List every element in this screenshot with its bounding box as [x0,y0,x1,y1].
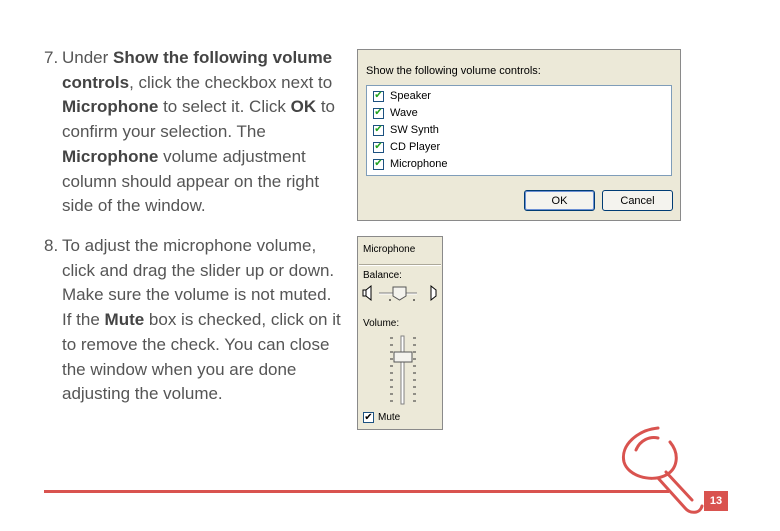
speaker-right-icon [431,286,436,300]
volume-slider[interactable] [386,334,420,406]
mute-label: Mute [378,412,401,423]
mute-checkbox-icon[interactable]: ✔ [364,411,373,423]
step-number: 7. [44,48,59,67]
step-text [62,46,344,219]
cancel-button[interactable]: Cancel [602,190,673,211]
list-item-label: Wave [390,107,418,119]
list-item-label: Microphone [390,158,448,170]
bold-term: Microphone [62,146,159,166]
text-segment: to select it. Click [158,97,291,117]
speaker-left-icon [363,286,371,300]
page-number: 13 [704,491,728,511]
checkbox-icon[interactable]: ✔ [374,141,383,152]
step-7 [44,46,344,219]
balance-label: Balance: [363,270,402,281]
dialog-header: Show the following volume controls: [366,65,541,77]
step-number: 8. [44,236,59,255]
list-item-label: SW Synth [390,124,439,136]
list-item-wave[interactable] [373,106,418,120]
bold-term: Microphone [62,97,159,117]
bold-term: Mute [104,310,145,330]
volume-label: Volume: [363,318,400,329]
step-8 [44,234,344,407]
bold-term: Show the following volume controls [62,48,333,92]
text-segment: box is checked, click on it to remove the check. You can close the window when you are done adjusting the volume. [62,310,341,404]
ok-button[interactable]: OK [524,190,595,211]
list-item-speaker[interactable] [373,89,431,103]
footer-rule [44,490,669,493]
balance-slider[interactable] [362,283,442,305]
list-item-label: CD Player [390,141,441,153]
microphone-volume-panel [357,236,443,430]
list-item-cd-player[interactable] [373,140,440,154]
checkbox-icon[interactable]: ✔ [374,158,383,169]
bold-term: OK [290,97,317,117]
balance-thumb [393,287,406,300]
mute-checkbox-row[interactable] [363,412,400,423]
panel-title: Microphone [363,244,416,255]
text-segment: To adjust the microphone volume, click and drag the slider up or down. Make sure the volume is not muted. If the [62,236,335,330]
list-item-microphone[interactable] [373,157,447,171]
checkbox-icon[interactable]: ✔ [374,124,383,135]
text-segment: to confirm your selection. The [62,97,336,142]
list-item-sw-synth[interactable] [373,123,439,137]
step-text [62,234,344,407]
list-item-label: Speaker [390,90,431,102]
text-segment: , click the checkbox next to [129,72,333,92]
volume-controls-dialog [357,49,681,221]
volume-thumb [394,352,412,362]
volume-controls-list [366,85,672,176]
text-segment: Under [62,48,114,67]
text-segment: volume adjustment column should appear on the right side of the window. [62,146,320,216]
divider [359,264,441,266]
checkbox-icon[interactable]: ✔ [374,107,383,118]
checkbox-icon[interactable]: ✔ [374,90,383,101]
